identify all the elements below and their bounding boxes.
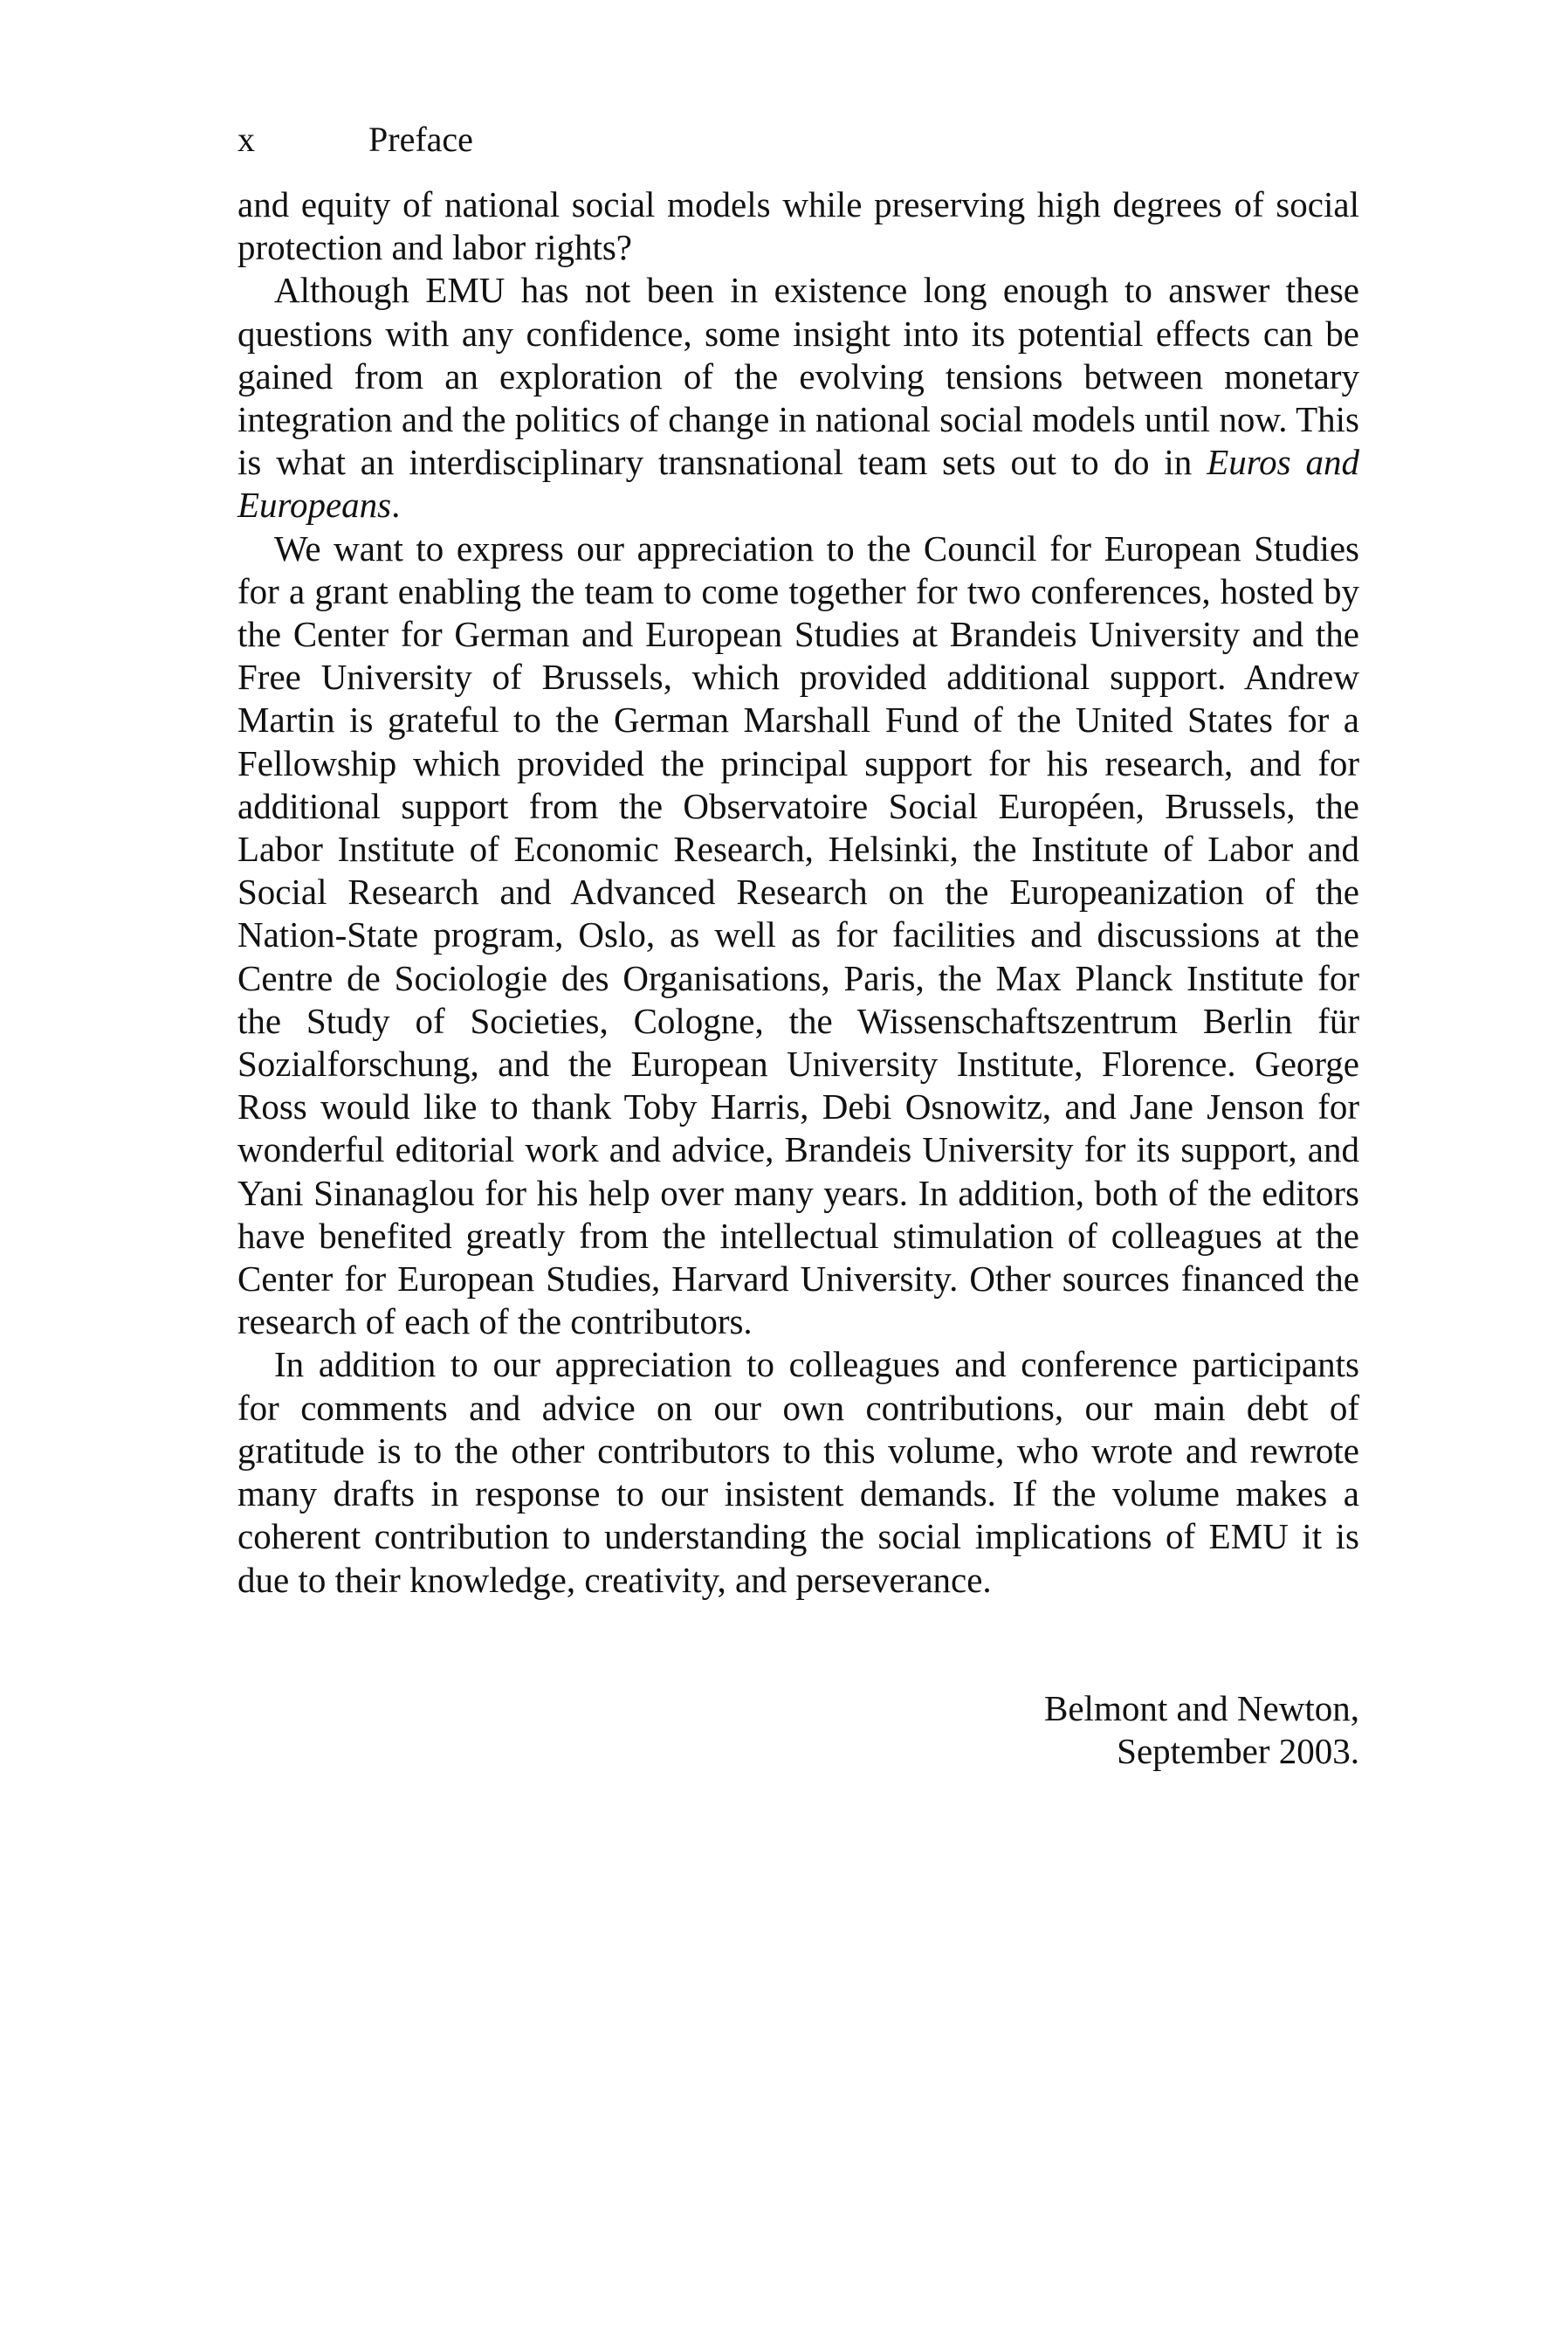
paragraph-acknowledgements: We want to express our appreciation to the Council for European Studies for a grant enabling the team to come together for two conferences, hosted by the Center for German and European Studies at Brandeis University and the Free University of Brussels, which provided additional support. Andrew Martin is grateful to the German Marshall Fund of the United States for a Fellowship which provided the principal support for his research, and for additional support from the Observatoire Social Européen, Brussels, the Labor Institute of Economic Research, Helsinki, the Institute of Labor and Social Research and Advanced Research on the Europeanization of the Nation-State program, Oslo, as well as for facilities and discussions at the Centre de Sociologie des Organisations, Paris, the Max Planck Institute for the Study of Societies, Cologne, the Wissenschaftszentrum Berlin für Sozialforschung, and the European University Institute, Florence. George Ross would like to thank Toby Harris, Debi Osnowitz, and Jane Jenson for wonderful editorial work and advice, Brandeis University for its support, and Yani Sinanaglou for his help over many years. In addition, both of the editors have benefited greatly from the intellectual stimulation of colleagues at the Center for European Studies, Harvard University. Other sources financed the research of each of the contributors. — [237, 527, 1359, 1342]
signoff-date: September 2003. — [1117, 1731, 1359, 1772]
paragraph-text: Although EMU has not been in existence long enough to answer these questions with any confidence, some insight into its potential effects can be gained from an exploration of the evolving tensions between monetary integration and the politics of change in national social models until now. This is what an interdisciplinary transnational team sets out to do in — [237, 270, 1359, 483]
paragraph-continued: and equity of national social models while preserving high degrees of social protection and labor rights? — [237, 184, 1359, 268]
body-text — [237, 183, 1359, 1602]
page-number: x — [237, 120, 255, 159]
signoff — [1044, 1687, 1359, 1773]
paragraph-end: . — [391, 485, 401, 526]
running-head-title: Preface — [368, 120, 473, 159]
paragraph-emu-tensions — [237, 269, 1359, 527]
signoff-place: Belmont and Newton, — [1044, 1688, 1359, 1728]
paragraph-gratitude: In addition to our appreciation to colleagues and conference participants for comments and advice on our own contributions, our main debt of gratitude is to the other contributors to this volume, who wrote and rewrote many drafts in response to our insistent demands. If the volume makes a coherent contribution to understanding the social implications of EMU it is due to their knowledge, creativity, and perseverance. — [237, 1344, 1359, 1600]
book-title-italic: Euros and Europeans — [237, 442, 1359, 526]
running-head — [237, 114, 473, 166]
